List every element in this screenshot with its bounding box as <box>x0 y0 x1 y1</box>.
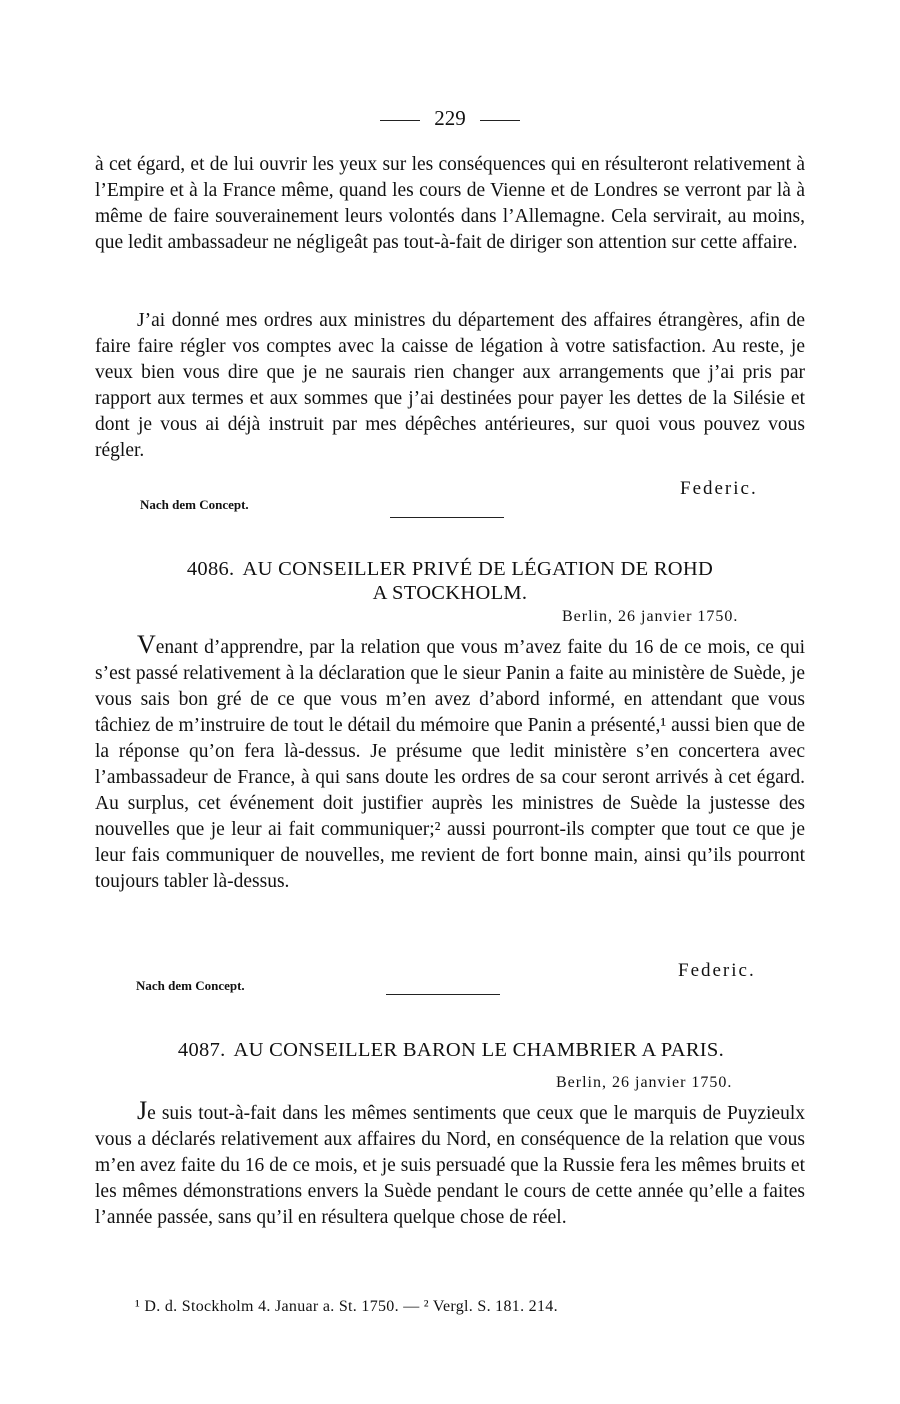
drop-capital: J <box>137 1096 148 1125</box>
letter-body: Venant d’apprendre, par la relation que vous m’avez faite du 16 de ce mois, ce qui s’est passé relativement à la déclaration que le sieur Panin a faite au ministère de Suède, je vous sais bon gré de ce que vous m’en avez d’abord informé, en attendant que vous tâchiez de m’instruire de tout le détail du mémoire que Panin a présenté,¹ aussi bien que de la réponse qu’on fera là-dessus. Je présume que ledit ministère s’en concertera avec l’ambassadeur de France, à qui sans doute les ordres de sa cour seront arrivés à cet égard. Au surplus, cet événement doit justifier auprès les ministres de Suède la justesse des nouvelles que je leur ai fait communiquer;² aussi pourront-ils compter que tout ce que je leur fais communiquer de nouvelles, me revient de fort bonne main, ainsi qu’ils pourront toujours tabler là-dessus. <box>95 630 805 892</box>
signature: Federic. <box>680 478 758 499</box>
header-rule-right <box>480 120 520 121</box>
letter-title: 4086. AU CONSEILLER PRIVÉ DE LÉGATION DE ROHD A STOCKHOLM. <box>186 558 714 604</box>
letter-title: 4087. AU CONSEILLER BARON LE CHAMBRIER A PARIS. <box>177 1039 725 1061</box>
page-header <box>0 106 900 131</box>
signature: Federic. <box>678 960 756 981</box>
letter-date: Berlin, 26 janvier 1750. <box>562 608 739 625</box>
footnotes: ¹ D. d. Stockholm 4. Januar a. St. 1750. — ² Vergl. S. 181. 214. <box>135 1298 558 1315</box>
letter-body: Je suis tout-à-fait dans les mêmes sentiments que ceux que le marquis de Puyzieulx vous a déclarés relativement aux affaires du Nord, en conséquence de la relation que vous m’en avez faite du 16 de ce mois, et je suis persuadé que la Russie fera les mêmes bruits et les mêmes démonstrations envers la Suède pendant le cours de cette année qu’elle a faites l’année passée, sans qu’il en résultera quelque chose de réel. <box>95 1096 805 1228</box>
closing-paragraph: J’ai donné mes ordres aux ministres du département des affaires étrangères, afin de faire faire régler vos comptes avec la caisse de légation à votre satisfaction. Au reste, je veux bien vous dire que je ne saurais rien changer aux arrangements que j’ai pris par rapport aux termes et aux sommes que j’ai destinées pour payer les dettes de la Silésie et dont je vous ai déjà instruit par mes dépêches antérieures, sur quoi vous pouvez vous régler. <box>95 310 805 461</box>
letter-date: Berlin, 26 janvier 1750. <box>556 1074 733 1091</box>
section-divider <box>390 517 504 518</box>
section-divider <box>386 994 500 995</box>
letter-number: 4087. <box>177 1039 226 1061</box>
letter-number: 4086. <box>186 558 235 580</box>
continued-paragraph: à cet égard, et de lui ouvrir les yeux sur les conséquences qui en résulteront relativement à l’Empire et à la France même, quand les cours de Vienne et de Londres se verront par là à même de faire souverainement leurs volontés dans l’Allemagne. Cela servirait, au moins, que ledit ambassadeur ne négligeât pas tout-à-fait de diriger son attention sur cette affaire. <box>95 154 805 253</box>
source-note: Nach dem Concept. <box>136 978 245 993</box>
source-note: Nach dem Concept. <box>140 497 249 512</box>
page-number: 229 <box>434 106 466 130</box>
drop-capital: V <box>137 630 156 659</box>
header-rule-left <box>380 120 420 121</box>
